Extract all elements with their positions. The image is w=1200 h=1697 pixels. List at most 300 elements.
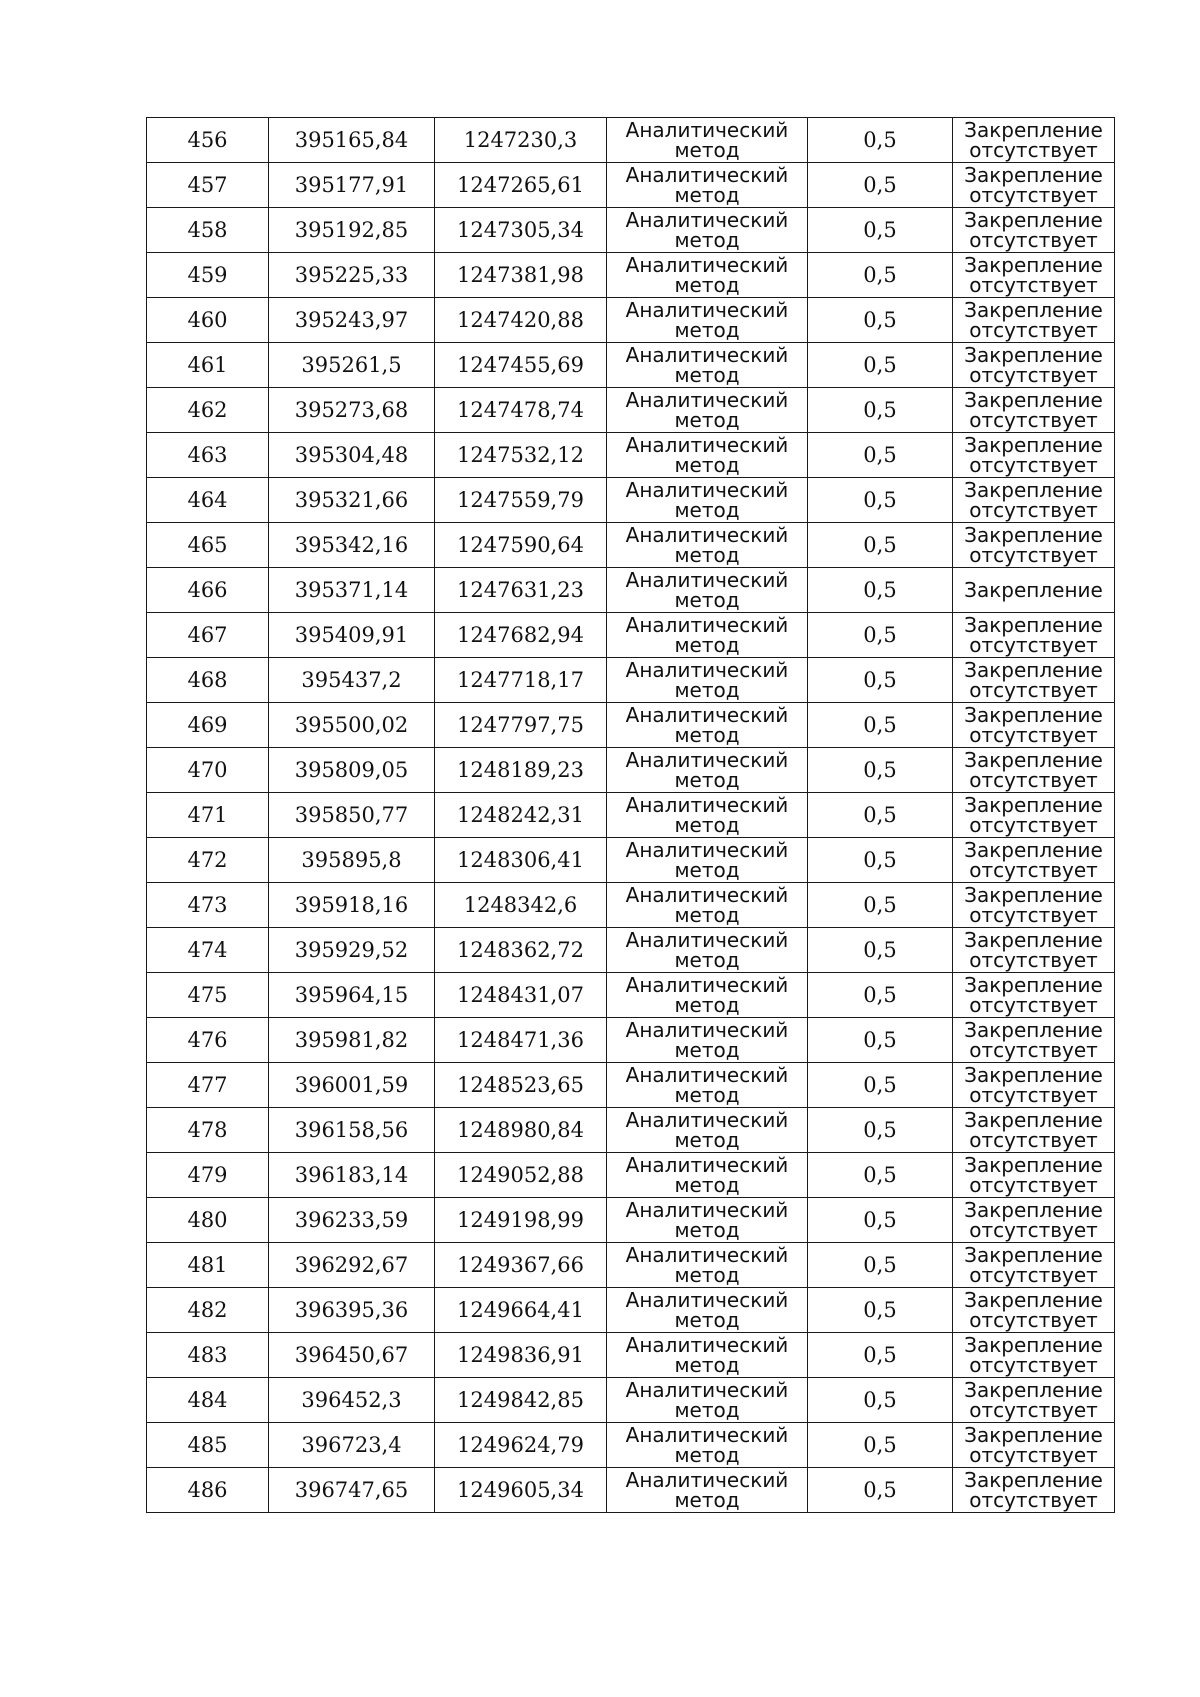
fixation-cell-line: Закрепление — [964, 748, 1103, 772]
fixation-cell-line: отсутствует — [969, 228, 1098, 252]
y-coordinate-cell: 1248980,84 — [435, 1108, 607, 1153]
y-coordinate-cell: 1249624,79 — [435, 1423, 607, 1468]
method-cell-line: Аналитический — [625, 838, 789, 862]
method-cell-line: метод — [674, 768, 740, 792]
accuracy-cell: 0,5 — [808, 1153, 953, 1198]
method-cell-line: метод — [674, 1443, 740, 1467]
x-coordinate-cell: 395929,52 — [269, 928, 435, 973]
fixation-cell-line: Закрепление — [964, 343, 1103, 367]
x-coordinate-cell: 396395,36 — [269, 1288, 435, 1333]
table-row — [147, 388, 1115, 433]
method-cell-line: Аналитический — [625, 163, 789, 187]
point-number-cell: 479 — [147, 1153, 269, 1198]
fixation-cell-line: Закрепление — [964, 1198, 1103, 1222]
point-number-cell: 465 — [147, 523, 269, 568]
method-cell-line: метод — [674, 363, 740, 387]
method-cell-line: Аналитический — [625, 343, 789, 367]
method-cell-line: метод — [674, 183, 740, 207]
fixation-cell — [953, 1378, 1115, 1423]
point-number-cell: 482 — [147, 1288, 269, 1333]
point-number-cell: 467 — [147, 613, 269, 658]
fixation-cell-line: Закрепление — [964, 703, 1103, 727]
table-row — [147, 478, 1115, 523]
fixation-cell-line: отсутствует — [969, 363, 1098, 387]
point-number-cell: 473 — [147, 883, 269, 928]
method-cell-line: Аналитический — [625, 1198, 789, 1222]
method-cell-line: метод — [674, 813, 740, 837]
fixation-cell — [953, 1468, 1115, 1513]
method-cell-line: Аналитический — [625, 703, 789, 727]
accuracy-cell: 0,5 — [808, 748, 953, 793]
method-cell — [607, 118, 808, 163]
fixation-cell-line: отсутствует — [969, 633, 1098, 657]
fixation-cell-line: отсутствует — [969, 273, 1098, 297]
fixation-cell-line: Закрепление — [964, 793, 1103, 817]
method-cell — [607, 973, 808, 1018]
fixation-cell — [953, 883, 1115, 928]
method-cell — [607, 388, 808, 433]
fixation-cell — [953, 1423, 1115, 1468]
method-cell — [607, 1243, 808, 1288]
method-cell — [607, 433, 808, 478]
fixation-cell-line: Закрепление — [964, 1063, 1103, 1087]
fixation-cell-line: Закрепление — [964, 1108, 1103, 1132]
method-cell-line: Аналитический — [625, 1333, 789, 1357]
x-coordinate-cell: 395177,91 — [269, 163, 435, 208]
x-coordinate-cell: 395500,02 — [269, 703, 435, 748]
method-cell-line: Аналитический — [625, 253, 789, 277]
table-row — [147, 163, 1115, 208]
point-number-cell: 468 — [147, 658, 269, 703]
accuracy-cell: 0,5 — [808, 568, 953, 613]
y-coordinate-cell: 1249836,91 — [435, 1333, 607, 1378]
table-row — [147, 523, 1115, 568]
x-coordinate-cell: 395964,15 — [269, 973, 435, 1018]
point-number-cell: 460 — [147, 298, 269, 343]
table-row — [147, 1243, 1115, 1288]
fixation-cell-line: отсутствует — [969, 1353, 1098, 1377]
coordinates-table — [146, 117, 1115, 1513]
x-coordinate-cell: 396001,59 — [269, 1063, 435, 1108]
fixation-cell-line: Закрепление — [964, 928, 1103, 952]
fixation-cell — [953, 928, 1115, 973]
method-cell-line: метод — [674, 228, 740, 252]
table-row — [147, 1108, 1115, 1153]
method-cell-line: Аналитический — [625, 1468, 789, 1492]
y-coordinate-cell: 1247420,88 — [435, 298, 607, 343]
fixation-cell-line: отсутствует — [969, 1308, 1098, 1332]
method-cell-line: Аналитический — [625, 793, 789, 817]
method-cell-line: Аналитический — [625, 568, 789, 592]
fixation-cell-line: отсутствует — [969, 1218, 1098, 1242]
fixation-cell-line: Закрепление — [964, 658, 1103, 682]
fixation-cell — [953, 1063, 1115, 1108]
table-row — [147, 433, 1115, 478]
fixation-cell — [953, 1108, 1115, 1153]
point-number-cell: 469 — [147, 703, 269, 748]
x-coordinate-cell: 396747,65 — [269, 1468, 435, 1513]
method-cell-line: Аналитический — [625, 208, 789, 232]
y-coordinate-cell: 1248523,65 — [435, 1063, 607, 1108]
method-cell-line: Аналитический — [625, 883, 789, 907]
method-cell-line: метод — [674, 633, 740, 657]
method-cell-line: метод — [674, 948, 740, 972]
x-coordinate-cell: 395192,85 — [269, 208, 435, 253]
x-coordinate-cell: 396183,14 — [269, 1153, 435, 1198]
point-number-cell: 456 — [147, 118, 269, 163]
table-row — [147, 658, 1115, 703]
fixation-cell — [953, 613, 1115, 658]
method-cell-line: Аналитический — [625, 1018, 789, 1042]
point-number-cell: 470 — [147, 748, 269, 793]
y-coordinate-cell: 1247559,79 — [435, 478, 607, 523]
fixation-cell — [953, 433, 1115, 478]
y-coordinate-cell: 1249367,66 — [435, 1243, 607, 1288]
accuracy-cell: 0,5 — [808, 388, 953, 433]
y-coordinate-cell: 1247532,12 — [435, 433, 607, 478]
fixation-cell-line: Закрепление — [964, 1243, 1103, 1267]
fixation-cell-line: отсутствует — [969, 318, 1098, 342]
accuracy-cell: 0,5 — [808, 343, 953, 388]
accuracy-cell: 0,5 — [808, 1468, 953, 1513]
method-cell-line: Аналитический — [625, 1063, 789, 1087]
table-row — [147, 1468, 1115, 1513]
point-number-cell: 478 — [147, 1108, 269, 1153]
y-coordinate-cell: 1247455,69 — [435, 343, 607, 388]
accuracy-cell: 0,5 — [808, 208, 953, 253]
table-row — [147, 883, 1115, 928]
fixation-cell-line: отсутствует — [969, 1443, 1098, 1467]
x-coordinate-cell: 396723,4 — [269, 1423, 435, 1468]
fixation-cell-line: отсутствует — [969, 408, 1098, 432]
fixation-cell-line: отсутствует — [969, 1128, 1098, 1152]
method-cell — [607, 1288, 808, 1333]
x-coordinate-cell: 396452,3 — [269, 1378, 435, 1423]
fixation-cell-line: отсутствует — [969, 453, 1098, 477]
table-row — [147, 838, 1115, 883]
method-cell-line: Аналитический — [625, 658, 789, 682]
fixation-cell-line: отсутствует — [969, 1488, 1098, 1512]
y-coordinate-cell: 1247590,64 — [435, 523, 607, 568]
x-coordinate-cell: 395918,16 — [269, 883, 435, 928]
fixation-cell-line: отсутствует — [969, 138, 1098, 162]
table-row — [147, 1063, 1115, 1108]
method-cell — [607, 658, 808, 703]
fixation-cell-line: Закрепление — [964, 838, 1103, 862]
method-cell-line: метод — [674, 543, 740, 567]
table-row — [147, 1423, 1115, 1468]
fixation-cell-line: Закрепление — [964, 1468, 1103, 1492]
point-number-cell: 484 — [147, 1378, 269, 1423]
method-cell-line: метод — [674, 993, 740, 1017]
fixation-cell — [953, 298, 1115, 343]
method-cell-line: метод — [674, 138, 740, 162]
fixation-cell-line: отсутствует — [969, 858, 1098, 882]
table-row — [147, 1378, 1115, 1423]
method-cell-line: метод — [674, 1263, 740, 1287]
accuracy-cell: 0,5 — [808, 1198, 953, 1243]
table-row — [147, 208, 1115, 253]
fixation-cell-line: Закрепление — [964, 433, 1103, 457]
method-cell-line: Аналитический — [625, 748, 789, 772]
y-coordinate-cell: 1247381,98 — [435, 253, 607, 298]
method-cell-line: метод — [674, 498, 740, 522]
x-coordinate-cell: 395321,66 — [269, 478, 435, 523]
table-row — [147, 1288, 1115, 1333]
method-cell — [607, 703, 808, 748]
fixation-cell-line: отсутствует — [969, 813, 1098, 837]
point-number-cell: 462 — [147, 388, 269, 433]
accuracy-cell: 0,5 — [808, 433, 953, 478]
method-cell — [607, 1423, 808, 1468]
y-coordinate-cell: 1247265,61 — [435, 163, 607, 208]
method-cell-line: метод — [674, 318, 740, 342]
y-coordinate-cell: 1249842,85 — [435, 1378, 607, 1423]
fixation-cell-line: Закрепление — [964, 1153, 1103, 1177]
point-number-cell: 464 — [147, 478, 269, 523]
x-coordinate-cell: 395243,97 — [269, 298, 435, 343]
accuracy-cell: 0,5 — [808, 1378, 953, 1423]
fixation-cell-line: Закрепление — [964, 973, 1103, 997]
method-cell — [607, 613, 808, 658]
method-cell — [607, 1153, 808, 1198]
fixation-cell-line: Закрепление — [964, 613, 1103, 637]
point-number-cell: 458 — [147, 208, 269, 253]
fixation-cell-line: Закрепление — [964, 1333, 1103, 1357]
fixation-cell-line: Закрепление — [964, 578, 1103, 602]
method-cell-line: метод — [674, 1218, 740, 1242]
table-row — [147, 1153, 1115, 1198]
point-number-cell: 463 — [147, 433, 269, 478]
x-coordinate-cell: 395225,33 — [269, 253, 435, 298]
method-cell-line: метод — [674, 1353, 740, 1377]
x-coordinate-cell: 396158,56 — [269, 1108, 435, 1153]
x-coordinate-cell: 395261,5 — [269, 343, 435, 388]
fixation-cell — [953, 1018, 1115, 1063]
fixation-cell-line: отсутствует — [969, 993, 1098, 1017]
accuracy-cell: 0,5 — [808, 1243, 953, 1288]
accuracy-cell: 0,5 — [808, 253, 953, 298]
table-body — [147, 118, 1115, 1513]
y-coordinate-cell: 1249198,99 — [435, 1198, 607, 1243]
accuracy-cell: 0,5 — [808, 298, 953, 343]
fixation-cell-line: Закрепление — [964, 478, 1103, 502]
y-coordinate-cell: 1248471,36 — [435, 1018, 607, 1063]
accuracy-cell: 0,5 — [808, 1333, 953, 1378]
point-number-cell: 459 — [147, 253, 269, 298]
fixation-cell-line: Закрепление — [964, 208, 1103, 232]
fixation-cell — [953, 748, 1115, 793]
method-cell-line: Аналитический — [625, 1378, 789, 1402]
y-coordinate-cell: 1249052,88 — [435, 1153, 607, 1198]
table-row — [147, 298, 1115, 343]
fixation-cell-line: Закрепление — [964, 1018, 1103, 1042]
accuracy-cell: 0,5 — [808, 703, 953, 748]
accuracy-cell: 0,5 — [808, 613, 953, 658]
method-cell — [607, 1378, 808, 1423]
accuracy-cell: 0,5 — [808, 1108, 953, 1153]
method-cell — [607, 1018, 808, 1063]
accuracy-cell: 0,5 — [808, 1018, 953, 1063]
fixation-cell-line: отсутствует — [969, 903, 1098, 927]
y-coordinate-cell: 1247230,3 — [435, 118, 607, 163]
point-number-cell: 472 — [147, 838, 269, 883]
method-cell-line: Аналитический — [625, 433, 789, 457]
fixation-cell-line: отсутствует — [969, 948, 1098, 972]
method-cell-line: метод — [674, 723, 740, 747]
method-cell — [607, 523, 808, 568]
fixation-cell — [953, 793, 1115, 838]
accuracy-cell: 0,5 — [808, 1063, 953, 1108]
fixation-cell — [953, 703, 1115, 748]
method-cell-line: Аналитический — [625, 523, 789, 547]
fixation-cell-line: отсутствует — [969, 498, 1098, 522]
fixation-cell — [953, 343, 1115, 388]
table-row — [147, 613, 1115, 658]
y-coordinate-cell: 1247682,94 — [435, 613, 607, 658]
x-coordinate-cell: 396450,67 — [269, 1333, 435, 1378]
table-row — [147, 118, 1115, 163]
accuracy-cell: 0,5 — [808, 163, 953, 208]
fixation-cell — [953, 208, 1115, 253]
method-cell — [607, 1108, 808, 1153]
method-cell — [607, 928, 808, 973]
fixation-cell — [953, 253, 1115, 298]
method-cell-line: Аналитический — [625, 388, 789, 412]
fixation-cell — [953, 118, 1115, 163]
method-cell-line: метод — [674, 408, 740, 432]
x-coordinate-cell: 395809,05 — [269, 748, 435, 793]
fixation-cell-line: Закрепление — [964, 1423, 1103, 1447]
x-coordinate-cell: 395409,91 — [269, 613, 435, 658]
fixation-cell-line: отсутствует — [969, 1263, 1098, 1287]
fixation-cell-line: отсутствует — [969, 678, 1098, 702]
method-cell — [607, 343, 808, 388]
table-row — [147, 1018, 1115, 1063]
method-cell — [607, 1198, 808, 1243]
x-coordinate-cell: 395304,48 — [269, 433, 435, 478]
fixation-cell-line: Закрепление — [964, 163, 1103, 187]
point-number-cell: 457 — [147, 163, 269, 208]
fixation-cell-line: отсутствует — [969, 1398, 1098, 1422]
accuracy-cell: 0,5 — [808, 478, 953, 523]
method-cell-line: метод — [674, 858, 740, 882]
method-cell-line: Аналитический — [625, 1423, 789, 1447]
method-cell-line: метод — [674, 1173, 740, 1197]
point-number-cell: 483 — [147, 1333, 269, 1378]
method-cell-line: метод — [674, 1398, 740, 1422]
fixation-cell-line: Закрепление — [964, 118, 1103, 142]
x-coordinate-cell: 396292,67 — [269, 1243, 435, 1288]
fixation-cell — [953, 658, 1115, 703]
fixation-cell-line: Закрепление — [964, 388, 1103, 412]
method-cell — [607, 1063, 808, 1108]
x-coordinate-cell: 395850,77 — [269, 793, 435, 838]
fixation-cell — [953, 1153, 1115, 1198]
table-row — [147, 253, 1115, 298]
fixation-cell-line: Закрепление — [964, 523, 1103, 547]
x-coordinate-cell: 396233,59 — [269, 1198, 435, 1243]
accuracy-cell: 0,5 — [808, 1288, 953, 1333]
table-row — [147, 343, 1115, 388]
fixation-cell-line: отсутствует — [969, 1038, 1098, 1062]
table-row — [147, 928, 1115, 973]
x-coordinate-cell: 395437,2 — [269, 658, 435, 703]
point-number-cell: 476 — [147, 1018, 269, 1063]
accuracy-cell: 0,5 — [808, 118, 953, 163]
method-cell-line: метод — [674, 1038, 740, 1062]
method-cell-line: Аналитический — [625, 613, 789, 637]
method-cell-line: Аналитический — [625, 298, 789, 322]
fixation-cell — [953, 1333, 1115, 1378]
accuracy-cell: 0,5 — [808, 523, 953, 568]
method-cell-line: Аналитический — [625, 973, 789, 997]
fixation-cell-line: отсутствует — [969, 768, 1098, 792]
point-number-cell: 477 — [147, 1063, 269, 1108]
method-cell — [607, 163, 808, 208]
table-row — [147, 1198, 1115, 1243]
fixation-cell-line: Закрепление — [964, 1288, 1103, 1312]
method-cell-line: Аналитический — [625, 1153, 789, 1177]
y-coordinate-cell: 1248431,07 — [435, 973, 607, 1018]
table-row — [147, 748, 1115, 793]
y-coordinate-cell: 1247305,34 — [435, 208, 607, 253]
method-cell — [607, 1468, 808, 1513]
fixation-cell — [953, 1198, 1115, 1243]
fixation-cell — [953, 973, 1115, 1018]
method-cell — [607, 793, 808, 838]
fixation-cell-line: Закрепление — [964, 883, 1103, 907]
fixation-cell-line: Закрепление — [964, 298, 1103, 322]
y-coordinate-cell: 1249605,34 — [435, 1468, 607, 1513]
y-coordinate-cell: 1248342,6 — [435, 883, 607, 928]
method-cell-line: метод — [674, 678, 740, 702]
y-coordinate-cell: 1247631,23 — [435, 568, 607, 613]
fixation-cell-line: отсутствует — [969, 183, 1098, 207]
method-cell-line: метод — [674, 1083, 740, 1107]
point-number-cell: 481 — [147, 1243, 269, 1288]
method-cell — [607, 298, 808, 343]
fixation-cell — [953, 478, 1115, 523]
y-coordinate-cell: 1247797,75 — [435, 703, 607, 748]
accuracy-cell: 0,5 — [808, 883, 953, 928]
method-cell — [607, 568, 808, 613]
y-coordinate-cell: 1248362,72 — [435, 928, 607, 973]
accuracy-cell: 0,5 — [808, 928, 953, 973]
fixation-cell-line: отсутствует — [969, 723, 1098, 747]
table-row — [147, 568, 1115, 613]
fixation-cell — [953, 838, 1115, 883]
x-coordinate-cell: 395273,68 — [269, 388, 435, 433]
method-cell-line: метод — [674, 453, 740, 477]
method-cell-line: Аналитический — [625, 1108, 789, 1132]
y-coordinate-cell: 1249664,41 — [435, 1288, 607, 1333]
point-number-cell: 466 — [147, 568, 269, 613]
fixation-cell — [953, 523, 1115, 568]
y-coordinate-cell: 1248306,41 — [435, 838, 607, 883]
fixation-cell — [953, 163, 1115, 208]
accuracy-cell: 0,5 — [808, 973, 953, 1018]
x-coordinate-cell: 395895,8 — [269, 838, 435, 883]
fixation-cell — [953, 1288, 1115, 1333]
method-cell-line: метод — [674, 273, 740, 297]
accuracy-cell: 0,5 — [808, 838, 953, 883]
fixation-cell-line: отсутствует — [969, 1173, 1098, 1197]
y-coordinate-cell: 1247718,17 — [435, 658, 607, 703]
x-coordinate-cell: 395342,16 — [269, 523, 435, 568]
fixation-cell-line: отсутствует — [969, 543, 1098, 567]
x-coordinate-cell: 395981,82 — [269, 1018, 435, 1063]
